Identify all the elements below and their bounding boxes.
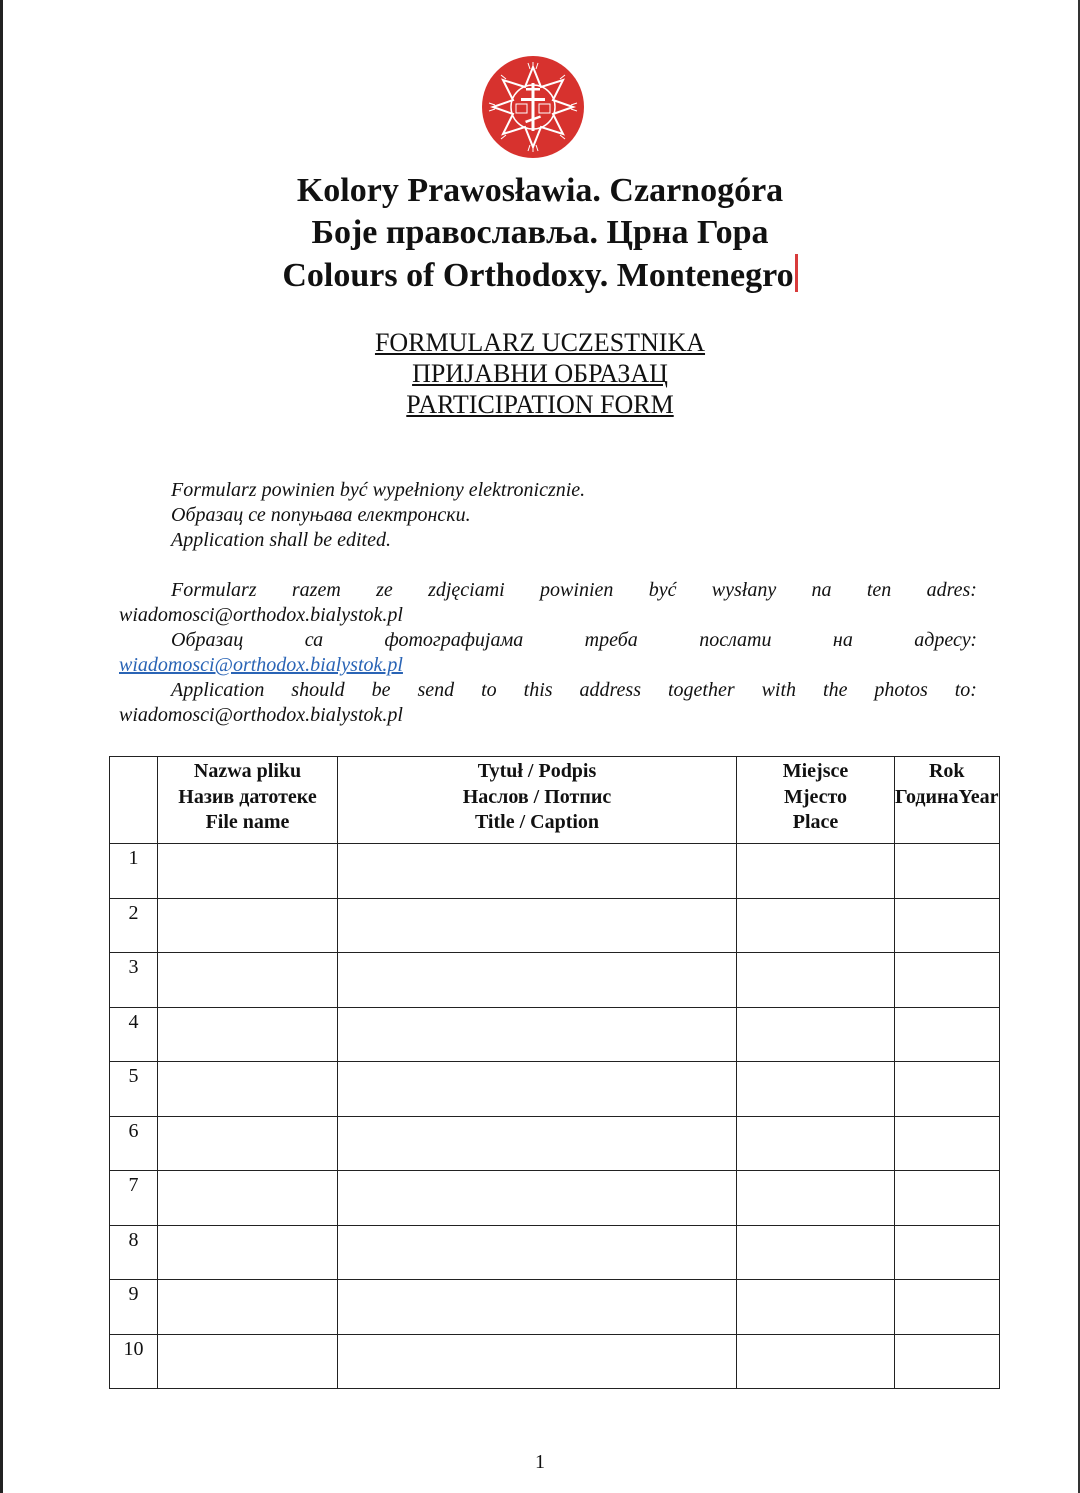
title-cell[interactable] [338, 1171, 737, 1226]
year-cell[interactable] [895, 1116, 1000, 1171]
send-info-english-word: address [579, 679, 641, 701]
year-cell[interactable] [895, 1280, 1000, 1335]
send-info-polish-word: być [648, 579, 677, 601]
send-info-english-word: with [761, 679, 797, 701]
title-polish: Kolory Prawosławia. Czarnogóra [296, 172, 784, 209]
instruction-polish: Formularz powinien być wypełniony elektronicznie. [171, 479, 586, 501]
instruction-english: Application shall be edited. [171, 529, 391, 551]
header-file-name-pl: Nazwa pliku [193, 760, 302, 782]
title-serbian: Боје православља. Црна Гора [311, 214, 769, 251]
title-english: Colours of Orthodoxy. Montenegro [282, 257, 794, 294]
header-title-en: Title / Caption [474, 811, 600, 833]
place-cell[interactable] [737, 1062, 895, 1117]
header-year-sr-en: ГодинаYear [895, 785, 999, 808]
place-cell[interactable] [737, 1116, 895, 1171]
row-number: 10 [110, 1334, 158, 1389]
title-cell[interactable] [338, 898, 737, 953]
send-info-polish-word: zdjęciami [428, 579, 505, 601]
text-cursor [795, 254, 798, 292]
year-cell[interactable] [895, 1225, 1000, 1280]
row-number: 4 [110, 1007, 158, 1062]
row-number: 1 [110, 844, 158, 899]
table-row [110, 1334, 1000, 1389]
send-info-serbian-word: фотографијама [384, 629, 524, 651]
send-info-polish-word: na [811, 579, 832, 601]
send-info-polish [119, 578, 977, 628]
send-info-english-word: be [371, 679, 391, 701]
row-number: 2 [110, 898, 158, 953]
row-number: 8 [110, 1225, 158, 1280]
file-name-cell[interactable] [158, 1062, 338, 1117]
send-info-serbian-word: Образац [171, 629, 244, 651]
file-name-cell[interactable] [158, 953, 338, 1008]
form-title-serbian: ПРИЈАВНИ ОБРАЗАЦ [412, 359, 668, 388]
year-cell[interactable] [895, 1171, 1000, 1226]
year-cell[interactable] [895, 953, 1000, 1008]
send-info-english-line [119, 678, 977, 703]
header-title-pl: Tytuł / Podpis [477, 760, 597, 782]
row-number: 3 [110, 953, 158, 1008]
email-serbian-link[interactable]: wiadomosci@orthodox.bialystok.pl [119, 654, 403, 676]
send-info-english-word: send [417, 679, 455, 701]
file-name-cell[interactable] [158, 844, 338, 899]
year-cell[interactable] [895, 898, 1000, 953]
header-year-pl: Rok [928, 760, 965, 782]
title-cell[interactable] [338, 1062, 737, 1117]
send-info-english-word: to [481, 679, 497, 701]
row-number: 5 [110, 1062, 158, 1117]
header-number [110, 757, 158, 844]
header-title-sr: Наслов / Потпис [462, 785, 612, 808]
header-place-sr: Мјесто [783, 785, 848, 808]
place-cell[interactable] [737, 953, 895, 1008]
send-info-english-word: together [667, 679, 735, 701]
send-info-english-word: to: [954, 679, 977, 701]
instructions [171, 478, 585, 553]
table-row [110, 1062, 1000, 1117]
place-cell[interactable] [737, 1280, 895, 1335]
title-cell[interactable] [338, 1116, 737, 1171]
header-file-name-sr: Назив датотеке [178, 785, 317, 808]
year-cell[interactable] [895, 1007, 1000, 1062]
form-title-english: PARTICIPATION FORM [406, 390, 674, 419]
place-cell[interactable] [737, 1225, 895, 1280]
send-info-english-word: should [291, 679, 345, 701]
row-number: 7 [110, 1171, 158, 1226]
send-info-english-word: this [523, 679, 553, 701]
table-row [110, 953, 1000, 1008]
header-year [895, 757, 1000, 844]
header-file-name [158, 757, 338, 844]
file-name-cell[interactable] [158, 1334, 338, 1389]
send-info-english-word: Application [171, 679, 265, 701]
photo-list-table [109, 756, 1000, 1389]
table-row [110, 1007, 1000, 1062]
place-cell[interactable] [737, 844, 895, 899]
send-info-polish-word: ten [866, 579, 892, 601]
send-info-polish-line [119, 578, 977, 603]
send-info-serbian [119, 628, 977, 678]
file-name-cell[interactable] [158, 1007, 338, 1062]
table-row [110, 1280, 1000, 1335]
form-title-polish: FORMULARZ UCZESTNIKA [374, 328, 706, 357]
place-cell[interactable] [737, 1171, 895, 1226]
email-polish[interactable]: wiadomosci@orthodox.bialystok.pl [119, 604, 403, 626]
send-info-polish-word: ze [376, 579, 393, 601]
title-cell[interactable] [338, 1225, 737, 1280]
table-row [110, 1116, 1000, 1171]
header-place-en: Place [792, 811, 839, 833]
instruction-serbian: Образац се попуњава електронски. [171, 504, 471, 526]
send-info-polish-word: powinien [540, 579, 614, 601]
title-cell[interactable] [338, 953, 737, 1008]
table-header-row [110, 757, 1000, 844]
table-row [110, 844, 1000, 899]
title-cell[interactable] [338, 1334, 737, 1389]
file-name-cell[interactable] [158, 1280, 338, 1335]
row-number: 6 [110, 1116, 158, 1171]
header-file-name-en: File name [205, 811, 290, 833]
year-cell[interactable] [895, 844, 1000, 899]
title-cell[interactable] [338, 1280, 737, 1335]
title-english-line [0, 254, 1080, 296]
file-name-cell[interactable] [158, 1171, 338, 1226]
title-cell[interactable] [338, 1007, 737, 1062]
send-info-polish-word: razem [291, 579, 341, 601]
send-info-polish-word: adres: [926, 579, 977, 601]
header-place-pl: Miejsce [782, 760, 849, 782]
email-english[interactable]: wiadomosci@orthodox.bialystok.pl [119, 704, 403, 726]
table-row [110, 1171, 1000, 1226]
place-cell[interactable] [737, 1334, 895, 1389]
year-cell[interactable] [895, 1062, 1000, 1117]
send-info-serbian-word: са [304, 629, 324, 651]
send-info-serbian-word: послати [699, 629, 772, 651]
title-cell[interactable] [338, 844, 737, 899]
header-title [338, 757, 737, 844]
send-info-serbian-line [119, 628, 977, 653]
year-cell[interactable] [895, 1334, 1000, 1389]
table-row [110, 1225, 1000, 1280]
send-info-polish-word: wysłany [711, 579, 777, 601]
file-name-cell[interactable] [158, 1116, 338, 1171]
send-info-serbian-word: адресу: [914, 629, 977, 651]
send-info-english-word: photos [874, 679, 928, 701]
place-cell[interactable] [737, 898, 895, 953]
file-name-cell[interactable] [158, 1225, 338, 1280]
row-number: 9 [110, 1280, 158, 1335]
send-info-serbian-word: на [832, 629, 853, 651]
file-name-cell[interactable] [158, 898, 338, 953]
table-row [110, 898, 1000, 953]
send-info-serbian-word: треба [584, 629, 638, 651]
table-body [110, 844, 1000, 1389]
send-info-english-word: the [823, 679, 848, 701]
header-place [737, 757, 895, 844]
orthodox-cross-logo [481, 55, 585, 159]
page-number: 1 [535, 1451, 545, 1473]
form-title [0, 327, 1080, 420]
place-cell[interactable] [737, 1007, 895, 1062]
send-info-english [119, 678, 977, 728]
send-info-polish-word: Formularz [171, 579, 257, 601]
document-title [0, 170, 1080, 296]
